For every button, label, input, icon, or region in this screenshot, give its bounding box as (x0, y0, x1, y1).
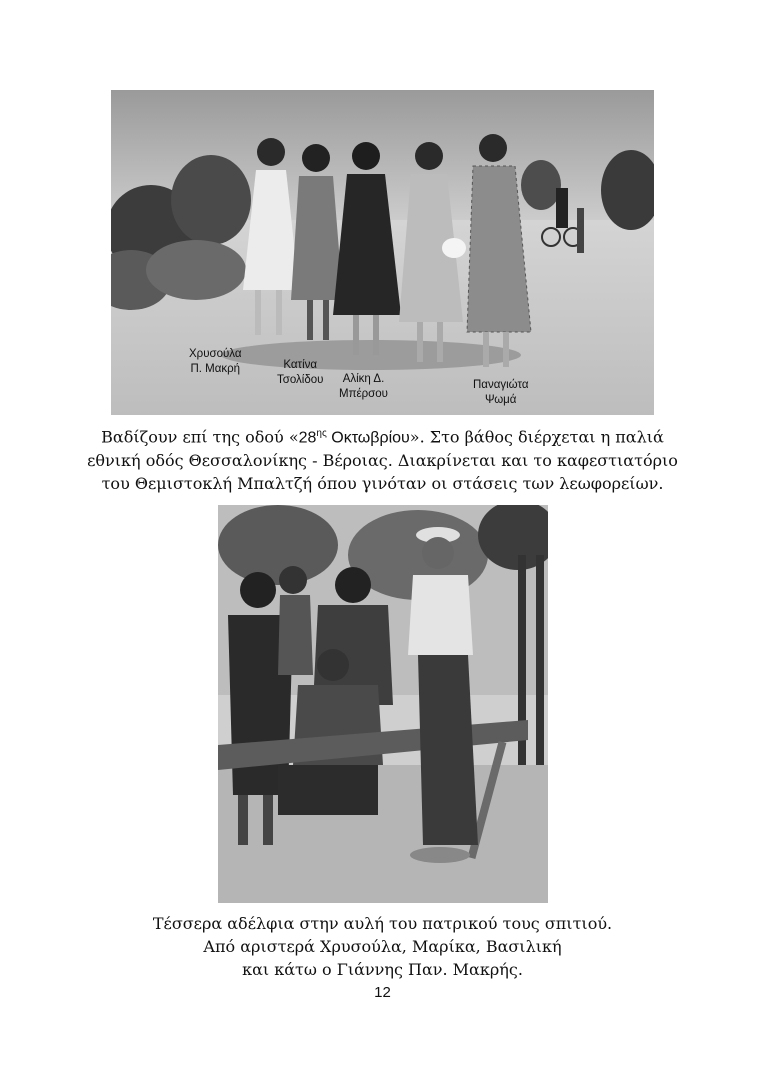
caption-2-line-2: Από αριστερά Χρυσούλα, Μαρίκα, Βασιλική (203, 937, 562, 956)
photo-siblings-courtyard (218, 505, 548, 903)
caption-1-line-3: του Θεμιστοκλή Μπαλτζή όπου γινόταν οι στάσεις των λεωφορείων. (101, 474, 664, 494)
page-number: 12 (374, 984, 391, 1001)
caption-photo-1 (0, 422, 765, 495)
caption-2-line-3: και κάτω ο Γιάννης Παν. Μακρής. (242, 960, 523, 979)
caption-photo-2 (0, 912, 765, 981)
photo-label-panagiota: Παναγιώτα Ψωμά (473, 379, 529, 406)
photo-label-chrysoula: Χρυσούλα Π. Μακρή (189, 348, 242, 375)
caption-1-line-2: εθνική οδός Θεσσαλονίκης - Βέροιας. Διακρίνεται και το καφεστιατόριο (87, 451, 678, 471)
photo-label-aliki: Αλίκη Δ. Μπέρσου (339, 373, 388, 400)
caption-1-line-1: Βαδίζουν επί της οδού «$28^{\eta\varsigma}$ Οκτωβρίου». Στο βάθος διέρχεται η παλιά (101, 427, 664, 447)
photo-women-walking (111, 90, 654, 415)
photo-siblings-courtyard-image (218, 505, 548, 903)
photo-label-katina: Κατίνα Τσολίδου (277, 359, 324, 386)
caption-2-line-1: Τέσσερα αδέλφια στην αυλή του πατρικού τους σπιτιού. (152, 914, 613, 933)
